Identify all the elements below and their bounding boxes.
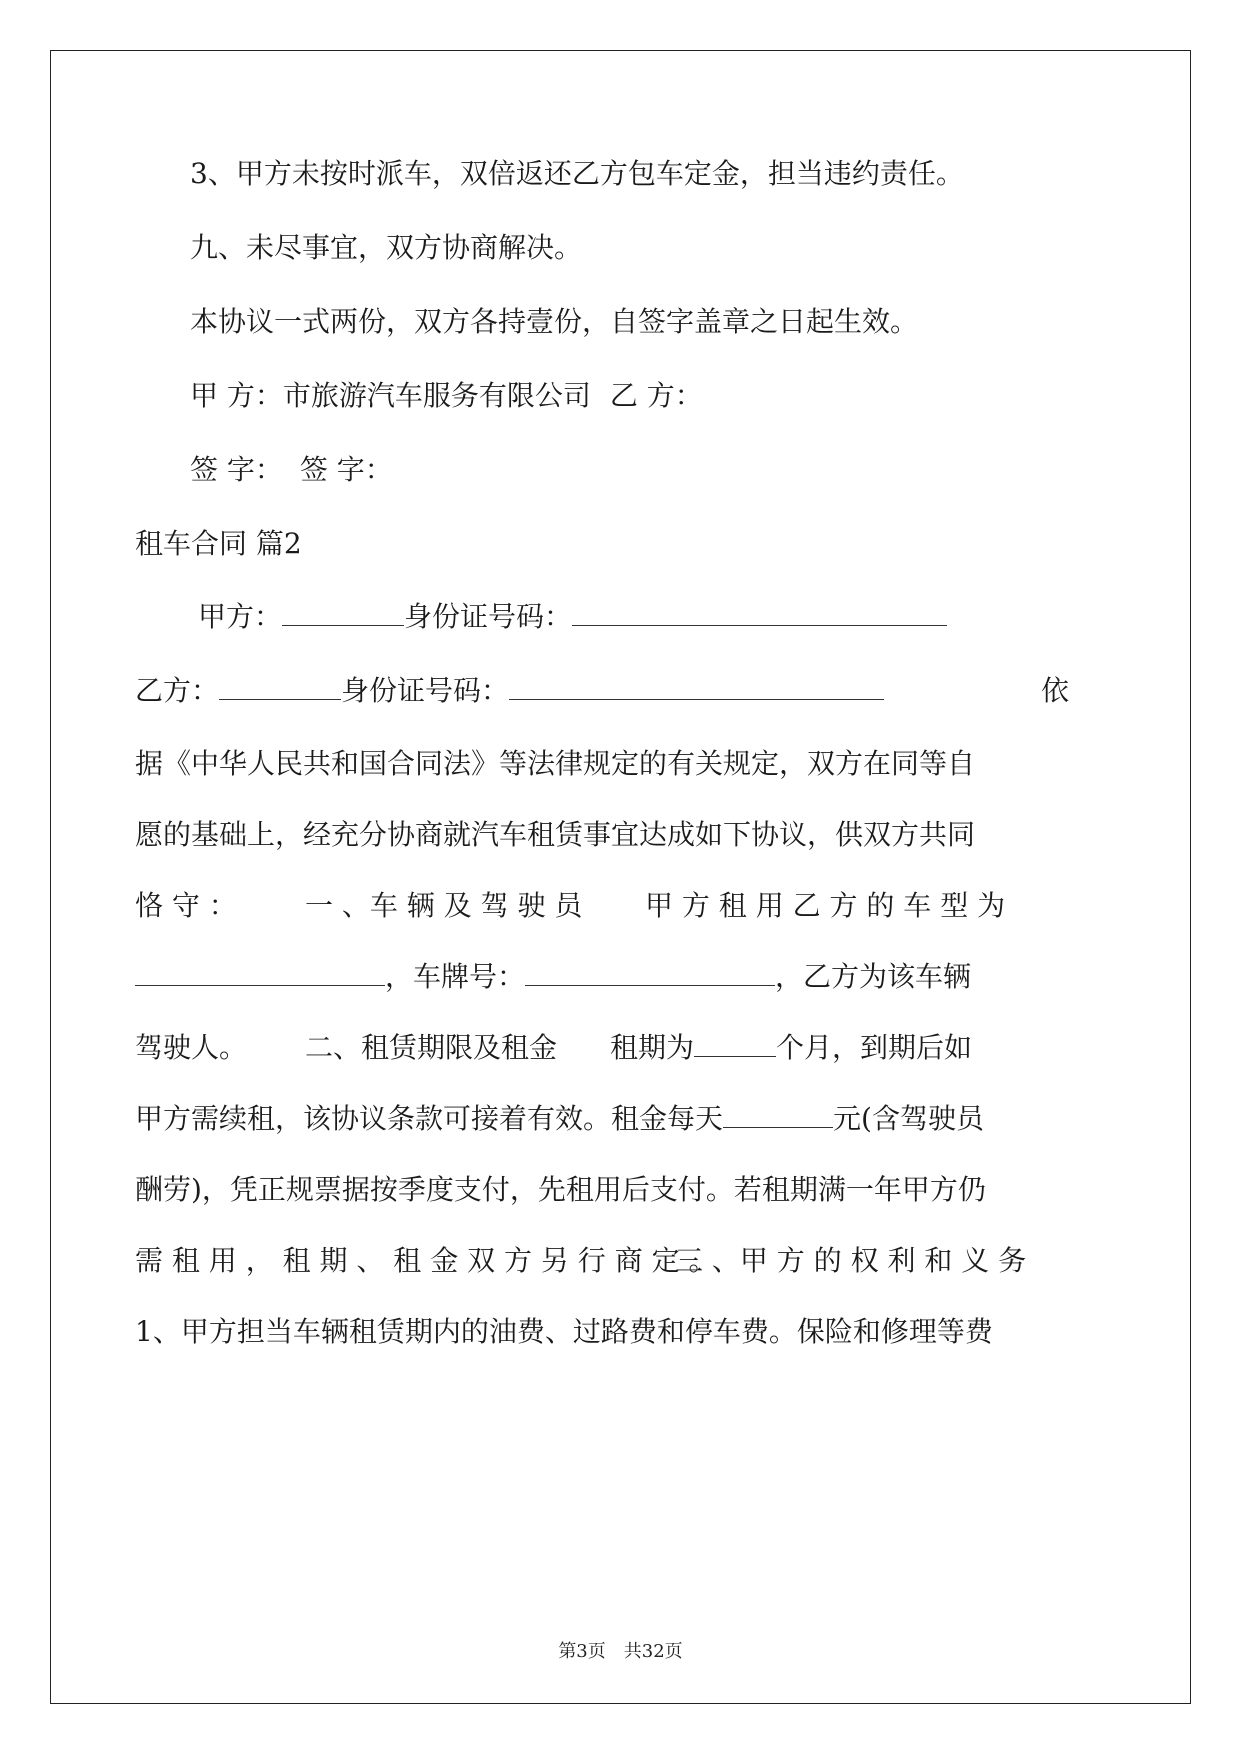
contract-line-4: 愿的基础上，经充分协商就汽车租赁事宜达成如下协议，供双方共同 [135,818,976,851]
clause-1-heading: 一 、车 辆 及 驾 驶 员 [305,889,583,922]
term-text: 个月，到期后如 [776,1031,973,1064]
contract-line-1 [198,597,1078,637]
renegotiate-text: 需 租 用 ， 租 期 、 租 金 双 方 另 行 商 定 。 [135,1244,717,1277]
daily-rent-blank [723,1099,833,1128]
driver-text: ，乙方为该车辆 [775,960,972,993]
party-line [190,376,1090,416]
party-b-blank [219,671,341,700]
text-observe: 恪 守 ： [135,889,237,922]
contract-line-2 [135,671,1075,711]
car-model-blank [135,957,385,986]
rent-unit-text: 元(含驾驶员 [833,1102,984,1135]
contract-line-11: 1、甲方担当车辆租赁期内的油费、过路费和停车费。保险和修理等费 [135,1315,993,1348]
plate-blank [525,957,775,986]
paragraph-copies: 本协议一式两份，双方各持壹份，自签字盖章之日起生效。 [190,305,919,338]
term-label: 租期为 [610,1031,695,1064]
party-b-label: 乙 方： [609,379,703,412]
page-footer [0,1640,1241,1664]
id-number-blank-b [509,671,884,700]
party-a-label: 甲 方：市旅游汽车服务有限公司 [190,379,591,412]
contract-line-6 [135,957,1075,997]
contract-line-8 [135,1099,1075,1139]
page-number: 第3页 [558,1641,606,1662]
id-number-blank-a [572,597,947,626]
contract-line-7 [135,1028,1075,1068]
plate-label: ，车牌号： [385,960,526,993]
page-total: 共32页 [623,1641,683,1662]
contract-line-3: 据《中华人民共和国合同法》等法律规定的有关规定，双方在同等自 [135,747,976,780]
contract-line-9: 酬劳)，凭正规票据按季度支付，先租用后支付。若租期满一年甲方仍 [135,1173,986,1206]
section-title: 租车合同 篇2 [135,527,302,560]
id-number-label-a: 身份证号码： [404,600,573,633]
signature-b-label: 签 字： [299,453,393,486]
clause-1-text: 甲 方 租 用 乙 方 的 车 型 为 [645,889,1006,922]
id-number-label-b: 身份证号码： [341,674,510,707]
signature-line [190,450,1090,490]
rent-text: 甲方需续租，该协议条款可接着有效。租金每天 [135,1102,724,1135]
signature-a-label: 签 字： [190,453,283,486]
text-yi: 依 [1040,674,1069,707]
paragraph-breach: 3、甲方未按时派车，双倍返还乙方包车定金，担当违约责任。 [190,157,964,190]
page-border [50,50,1191,1704]
term-wrap [610,1028,972,1068]
party-b-field-label: 乙方： [135,674,220,707]
contract-line-10 [135,1241,1075,1281]
contract-line-5 [135,886,1075,926]
paragraph-unresolved: 九、未尽事宜，双方协商解决。 [190,231,583,264]
party-a-blank [282,597,404,626]
clause-2-heading: 二、租赁期限及租金 [305,1031,558,1064]
clause-3-heading: 三 、甲 方 的 权 利 和 义 务 [675,1244,1027,1277]
text-driver: 驾驶人。 [135,1031,248,1064]
term-months-blank [694,1028,776,1057]
party-a-field-label: 甲方： [198,600,283,633]
